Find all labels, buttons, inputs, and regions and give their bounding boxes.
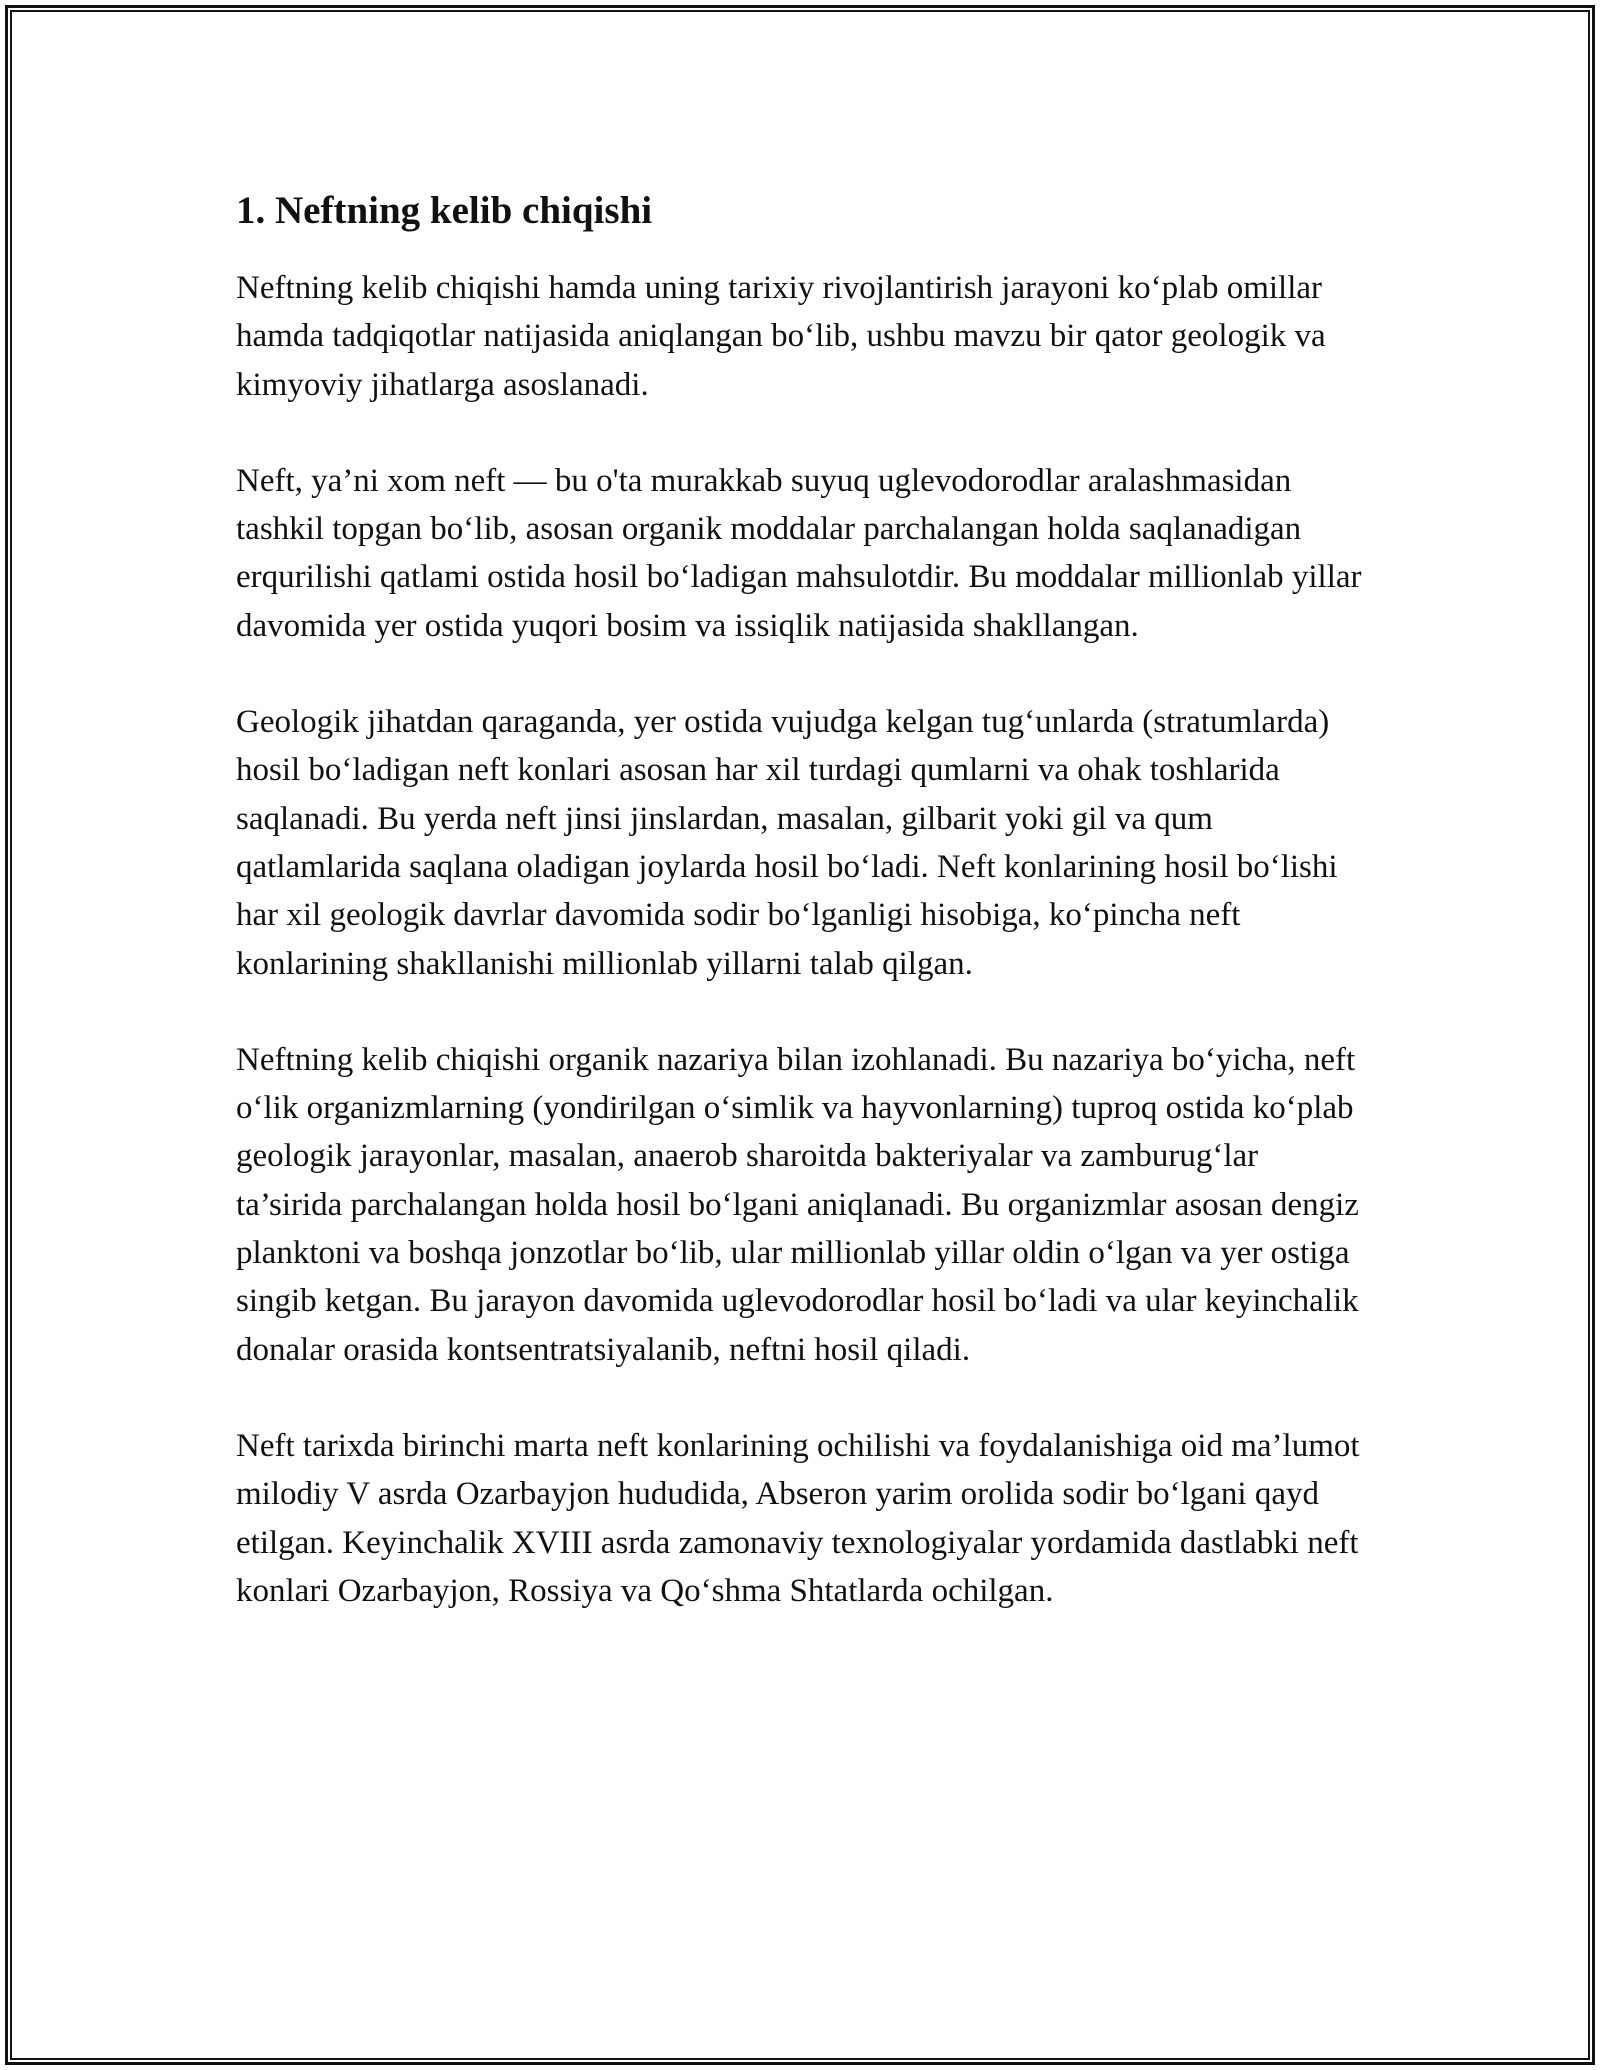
paragraph-4: Neftning kelib chiqishi organik nazariya bilan izohlanadi. Bu nazariya bo‘yicha, neft o‘lik organizmlarning (yondirilgan o‘simlik va hayvonlarning) tuproq ostida ko‘plab geologik jarayonlar, masalan, anaerob sharoitda bakteriyalar va zamburug‘lar ta’sirida parchalangan holda hosil bo‘lgani aniqlanadi. Bu organizmlar asosan dengiz planktoni va boshqa jonzotlar bo‘lib, ular millionlab yillar oldin o‘lgan va yer ostiga singib ketgan. Bu jarayon davomida uglevodorodlar hosil bo‘ladi va ular keyinchalik donalar orasida kontsentratsiyalanib, neftni hosil qiladi. — [236, 1041, 1359, 1368]
paragraph-1: Neftning kelib chiqishi hamda uning tarixiy rivojlantirish jarayoni ko‘plab omillar hamda tadqiqotlar natijasida aniqlangan bo‘lib, ushbu mavzu bir qator geologik va kimyoviy jihatlarga asoslanadi. — [236, 270, 1326, 403]
paragraph-3: Geologik jihatdan qaraganda, yer ostida vujudga kelgan tug‘unlarda (stratumlarda) hosil bo‘ladigan neft konlari asosan har xil turdagi qumlarni va ohak toshlarida saqlanadi. Bu yerda neft jinsi jinslardan, masalan, gilbarit yoki gil va qum qatlamlarida saqlana oladigan joylarda hosil bo‘ladi. Neft konlarining hosil bo‘lishi har xil geologik davrlar davomida sodir bo‘lganligi hisobiga, ko‘pincha neft konlarining shakllanishi millionlab yillarni talab qilgan. — [236, 704, 1338, 982]
section-heading: 1. Neftning kelib chiqishi — [236, 189, 653, 232]
paragraph-2: Neft, ya’ni xom neft — bu o'ta murakkab suyuq uglevodorodlar aralashmasidan tashkil topgan bo‘lib, asosan organik moddalar parchalangan holda saqlanadigan erqurilishi qatlami ostida hosil bo‘ladigan mahsulotdir. Bu moddalar millionlab yillar davomida yer ostida yuqori bosim va issiqlik natijasida shakllangan. — [236, 462, 1362, 644]
paragraph-5: Neft tarixda birinchi marta neft konlarining ochilishi va foydalanishiga oid ma’lumot milodiy V asrda Ozarbayjon hududida, Abseron yarim orolida sodir bo‘lgani qayd etilgan. Keyinchalik XVIII asrda zamonaviy texnologiyalar yordamida dastlabki neft konlari Ozarbayjon, Rossiya va Qo‘shma Shtatlarda ochilgan. — [236, 1427, 1360, 1609]
document-body — [236, 186, 1366, 1615]
